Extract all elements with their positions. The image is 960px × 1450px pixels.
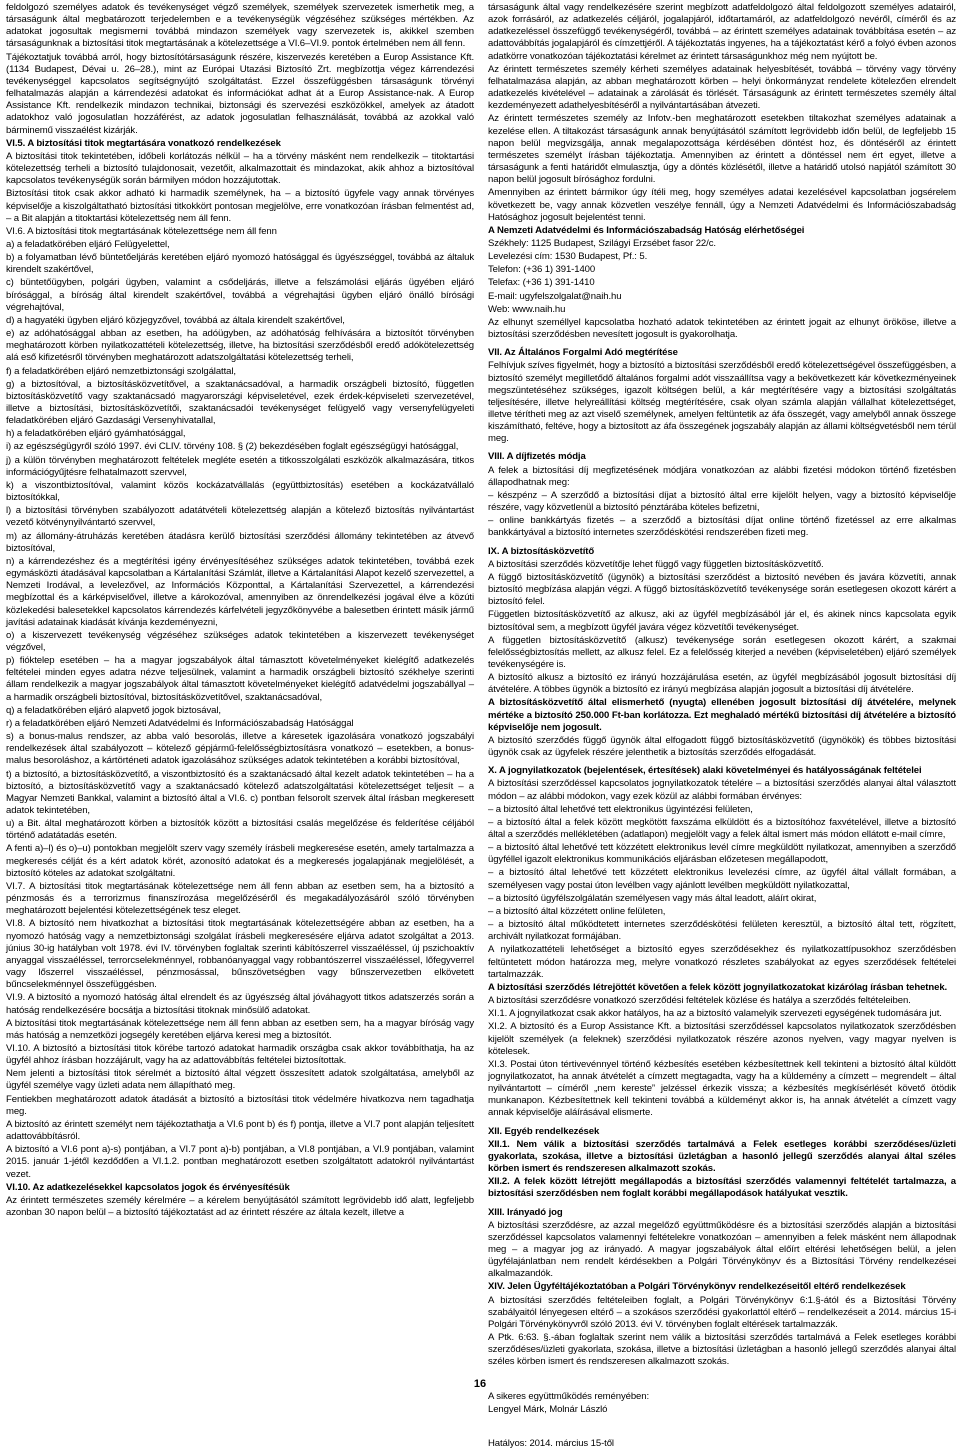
left-column-paragraph: i) az egészségügyről szóló 1997. évi CLIV. törvény 108. § (2) bekezdésében foglalt egészségügyi hatósággal, <box>6 441 459 453</box>
right-column-paragraph: A biztosításközvetítő által elismerhető (nyugta) ellenében jogosult biztosítási díj átvételére, melynek mértéke a biztosító 250.000 Ft-ban korlátozza. Ezt meghaladó mértékű biztosítási díj átvételére a biztosító képviselője nem jogosult. <box>488 697 956 733</box>
left-column-paragraph: j) a külön törvényben meghatározott feltételek megléte esetén a titkosszolgálati eszközök alkalmazására, titkos információgyűjtésre felhatalmazott szervvel, <box>6 454 474 478</box>
left-column-paragraph: A biztosító az érintett személyt nem tájékoztathatja a VI.6 pont b) és f) pontja, illetve a VI.7 pont alapján teljesített adattovábbításról. <box>6 1118 474 1143</box>
right-column-paragraph: XII.1. Nem válik a biztosítási szerződés tartalmává a Felek esetleges korábbi szerződéses/üzleti gyakorlata, szokása, illetve a biztosítási üzletágban a hasonló jellegű szerződés alanyai által széles körben ismert és rendszeresen alkalmazott szokás. <box>488 1138 956 1175</box>
right-column-paragraph: – a biztosító által a felek között megkötött faxszáma elküldött és a biztosítóhoz faxvételével, illetve a biztosító által a szerződés mellékletében (adatlapon) megjelölt vagy a felek által ismert más módon ellátott e-mail címre, <box>488 816 956 840</box>
left-column <box>6 2 474 1352</box>
right-column <box>488 2 956 1449</box>
left-column-paragraph: n) a kárrendezéshez és a megtérítési igény érvényesítéséhez szükséges adatok tekintetében, továbbá ezek egymásközti átadásával kapcsolatban a Kártalanítási Számlát, illetve a Kártalanítási Alapot kezelő szervezettel, a Nemzeti Irodával, a levelezővel, az Információs Központtal, a Kártalanítási Szervezettel, a kárrendezési megbízottal és a kárképviselővel, illetve a károkozóval, amennyiben az önrendelkezési jogával élve a közúti közlekedési balesetekkel kapcsolatos kárrendezés kárfelvételi jegyzőkönyvébe a balesetben érintett másik jármű javítási adatainak kiadását kívánja kezdeményezni, <box>6 555 474 628</box>
page-number: 16 <box>473 1378 487 1390</box>
right-column-paragraph: – a biztosító által közzétett online felületen, <box>488 905 666 917</box>
left-column-paragraph: l) a biztosítási törvényben szabályozott adatátvételi kötelezettség alapján a kötelező biztosítás nyilvántartást vezető kötvénynyilvántartó szervvel, <box>6 505 474 529</box>
right-column-paragraph: Lengyel Márk, Molnár László <box>488 1403 608 1415</box>
right-column-paragraph: VIII. A díjfizetés módja <box>488 451 586 463</box>
right-column-paragraph: A felek a biztosítási díj megfizetésének módjára vonatkozóan az alábbi fizetési módokon történő fizetésben állapodhatnak meg: <box>488 464 956 488</box>
right-column-paragraph: XIV. Jelen Ügyféltájékoztatóban a Polgári Törvénykönyv rendelkezéseitől eltérő rendelkezések <box>488 1281 906 1293</box>
right-column-paragraph: Az érintett természetes személy kérheti személyes adatainak helyesbítését, továbbá – törvény vagy törvény felhatalmazása alapján, az abban meghatározott körben – helyi önkormányzat rendelete kötelezően elrendelt adatkezelés kivételével – adatainak a zárolását és törlését. Társaságunk az érintett természetes személy által kezdeményezett adathelyesbítéséről a nyilvántartásában átvezeti. <box>488 63 956 112</box>
right-column-paragraph: XI.2. A biztosító és a Europ Assistance Kft. a biztosítási szerződéssel kapcsolatos nyilatkozatok szerződésben kijelölt személyek (a feleknek) szerződési nyilatkozatok részére azonos nyelven, vagy magyar nyelven is kötelesek. <box>488 1021 956 1057</box>
right-column-paragraph: A biztosítási szerződés közvetítője lehet függő vagy független biztosításközvetítő. <box>488 558 824 570</box>
right-column-paragraph: Hatályos: 2014. március 15-től <box>488 1437 614 1449</box>
left-column-paragraph: VI.9. A biztosító a nyomozó hatóság által elrendelt és az ügyészség által jóváhagyott titkos adatszerzés során a hatóság rendelkezésére bocsátja a biztosítási titoknak minősülő adatokat. <box>6 992 474 1016</box>
right-column-paragraph: – a biztosító által működtetett internetes szerződéskötési felületen keresztül, a biztosító által tett, rögzített, archivált nyilatkozat formájában. <box>488 919 956 943</box>
left-column-paragraph: e) az adóhatósággal abban az esetben, ha adóügyben, az adóhatóság felhívására a biztosítót törvényben meghatározott körben nyilatkozattételi kötelezettség, illetve, ha biztosítási szerződésből eredő adókötelezettség alá eső kifizetésről törvényben meghatározott adatszolgáltatási kötelezettség terheli, <box>6 328 474 364</box>
right-column-paragraph: A biztosítási szerződés feltételeiben foglalt, a Polgári Törvénykönyv 6:1.§-ától és a Biztosítási Törvény szabályaitól lényegesen eltérő – a szokásos szerződési gyakorlattól eltérő – rendelkezéseit a 2014. március 15-i Polgári Törvénykönyvről szóló 2013. évi V. törvényben foglalt eltérések tartalmazzák. <box>488 1294 956 1330</box>
left-column-paragraph: b) a folyamatban lévő büntetőeljárás keretében eljáró nyomozó hatósággal és ügyészséggel, továbbá az általuk kirendelt szakértővel, <box>6 252 474 276</box>
right-column-paragraph: E-mail: ugyfelszolgalat@naih.hu <box>488 290 622 302</box>
right-column-paragraph: Székhely: 1125 Budapest, Szilágyi Erzsébet fasor 22/c. <box>488 237 716 249</box>
right-column-paragraph: A függő biztosításközvetítő (ügynök) a biztosítási szerződést a biztosító nevében és javára közvetíti, annak biztosító megbízása alapján végzi. A függő biztosításközvetítő tevékenysége során esetlegesen okozott kárért a biztosító felel. <box>488 571 956 608</box>
left-column-paragraph: f) a feladatkörében eljáró nemzetbiztonsági szolgálattal, <box>6 365 236 377</box>
right-column-paragraph: A Ptk. 6:63. §.-ában foglaltak szerint nem válik a biztosítási szerződés tartalmává a Felek esetleges korábbi szerződéses/üzleti gyakorlata, szokása, illetve a biztosítási üzletágban a hasonló jellegű szerződés alanyai által széles körben ismert és rendszeresen alkalmazott szokás. <box>488 1332 956 1368</box>
right-column-paragraph: XI.3. Postai úton tértivevénnyel történő kézbesítés esetében kézbesítettnek kell tekinteni a biztosító által küldött jognyilatkozatot, ha annak átvételét a címzett megtagadta, vagy ha a küldemény a címzett – megrendelt – által nyilvántartott – címéről „nem kereste” jelzéssel érkezik vissza; a kézbesítés megkísérlését követő ötödik munkanapon. Kézbesítettnek kell tekinteni továbbá a küldeményt akkor is, ha annak átvételét a címzett vagy annak képviselője aláírásával elismerte. <box>488 1058 956 1119</box>
right-column-paragraph: A sikeres együttműködés reményében: <box>488 1390 650 1402</box>
right-column-paragraph: A nyilatkozattételi lehetőséget a biztosító egyes szerződésekhez és nyilatkozattípusokhoz szerződésben feltüntetett módon határozza meg, melyre vonatkozó részletes szabályokat az egyes szerződések feltételei tartalmazzák. <box>488 944 956 980</box>
left-column-paragraph: A fenti a)–l) és o)–u) pontokban megjelölt szerv vagy személy írásbeli megkeresése esetén, amely tartalmazza a megkeresés célját és a kért adatok körét, azonosító adatokat és a megkeresés jogalapjának megjelölését, a biztosító köteles az adatokat szolgáltatni. <box>6 843 474 879</box>
right-column-paragraph: A Nemzeti Adatvédelmi és Információszabadság Hatóság elérhetőségei <box>488 224 805 236</box>
right-column-paragraph: – a biztosító által lehetővé tett közzétett elektronikus levél címre megküldött nyilatkozat, amennyiben a szerződő ügyféllel igazolt elektronikus kommunikációs eljárásban előzetesen megállapodott, <box>488 842 956 866</box>
right-column-paragraph: XIII. Irányadó jog <box>488 1206 563 1218</box>
left-column-paragraph: k) a viszontbiztosítóval, valamint közös kockázatvállalás (együttbiztosítás) esetében a kockázatvállaló biztosítókkal, <box>6 479 474 504</box>
left-column-paragraph: Biztosítási titok csak akkor adható ki harmadik személynek, ha – a biztosító ügyfele vagy annak törvényes képviselője a kiszolgáltatható biztosítási titkokkört pontosan megjelölve, erre vonatkozóan írásban felmentést ad, – a Bit alapján a titoktartási kötelezettség nem áll fenn. <box>6 188 474 224</box>
left-column-paragraph: A biztosítási titok tekintetében, időbeli korlátozás nélkül – ha a törvény másként nem rendelkezik – titoktartási kötelezettség terheli a biztosító tulajdonosait, vezetőit, alkalmazottait és mindazokat, akik ahhoz a biztosítóval kapcsolatos tevékenységük során bármilyen módon hozzájutottak. <box>6 150 474 187</box>
right-column-paragraph: – a biztosító ügyfélszolgálatán személyesen vagy más által leadott, aláírt okirat, <box>488 892 817 904</box>
right-column-paragraph: XII.2. A felek között létrejött megállapodás a biztosítási szerződés valamennyi feltételét tartalmazza, a biztosítási szerződésben nem foglalt korábbi megállapodások hatályukat vesztik. <box>488 1176 956 1200</box>
left-column-paragraph: d) a hagyatéki ügyben eljáró közjegyzővel, továbbá az általa kirendelt szakértővel, <box>6 314 345 326</box>
left-column-paragraph: r) a feladatkörében eljáró Nemzeti Adatvédelmi és Információszabadság Hatósággal <box>6 717 354 729</box>
right-column-paragraph: VII. Az Általános Forgalmi Adó megtérítése <box>488 347 678 359</box>
left-column-paragraph: m) az állomány-átruházás keretében átadásra kerülő biztosítási szerződési állomány tekintetében az átvevő biztosítóval, <box>6 530 474 554</box>
left-column-paragraph: a) a feladatkörében eljáró Felügyelettel, <box>6 238 170 250</box>
left-column-paragraph: VI.10. Az adatkezelésekkel kapcsolatos jogok és érvényesítésük <box>6 1181 290 1193</box>
right-column-paragraph: A biztosítási szerződésre, az azzal megelőző együttműködésre és a biztosítási szerződés alapján a biztosítási szerződéssel kapcsolatos valamennyi feltételekre vonatkozóan – amennyiben a felek másként nem állapodnak meg – a magyar jog az irányadó. A magyar jogszabályok által előírt eltérési lehetőségen belül, a jelen ügyfélajánlatban nem rendelt kérdésekben a Polgári Törvénykönyv és a Biztosítási Törvény rendelkezései alkalmazandók. <box>488 1219 956 1280</box>
left-column-paragraph: s) a bonus-malus rendszer, az abba való besorolás, illetve a káresetek igazolására vonatkozó jogszabályi rendelkezések által szabályozott – kötelező gépjármű-felelősségbiztosításra vonatkozó – esetekben, a bonus-malus besoroláshoz, a kártörténeti adatok igazolásához szükséges adatok tekintetében a korábbi biztosítóval, <box>6 731 474 767</box>
right-column-paragraph: XI.1. A jognyilatkozat csak akkor hatályos, ha az a biztosító valamelyik szervezeti egységének tudomására jut. <box>488 1008 942 1020</box>
left-column-paragraph: Nem jelenti a biztosítási titok sérelmét a biztosító által végzett összesített adatok szolgáltatása, amelyből az ügyfél személye vagy üzleti adata nem állapítható meg. <box>6 1068 474 1092</box>
left-column-paragraph: A biztosítási titok megtartásának kötelezettsége nem áll fenn abban az esetben sem, ha a magyar bíróság vagy más hatóság a nemzetközi jogsegély keretében eljárva keresi meg a biztosítót. <box>6 1017 474 1041</box>
left-column-paragraph: Fentiekben meghatározott adatok átadását a biztosító a biztosítási titok védelmére hivatkozva nem tagadhatja meg. <box>6 1093 474 1117</box>
left-column-paragraph: A biztosító a VI.6 pont a)-s) pontjában, a VI.7 pont a)-b) pontjában, a VI.8 pontjában, a VI.9 pontjában, valamint 2015. január 1-jétől kezdődően a VI.1.2. pontban meghatározott esetben szolgáltatott adatokról nyilvántartást vezet. <box>6 1144 474 1180</box>
right-column-paragraph: X. A jognyilatkozatok (bejelentések, értesítések) alaki követelményei és hatályosságának feltételei <box>488 765 922 777</box>
right-column-paragraph: Amennyiben az érintett bármikor úgy ítéli meg, hogy személyes adatai kezelésével kapcsolatban jogsérelem következett be, vagy annak közvetlen veszélye fennáll, úgy a Nemzeti Adatvédelmi és Információszabadság Hatósághoz jogosult bejelentést tenni. <box>488 187 956 223</box>
right-column-paragraph: Web: www.naih.hu <box>488 303 566 315</box>
right-column-paragraph: Telefon: (+36 1) 391-1400 <box>488 264 596 276</box>
left-column-paragraph: VI.5. A biztosítási titok megtartására vonatkozó rendelkezések <box>6 137 281 149</box>
right-column-paragraph: XII. Egyéb rendelkezések <box>488 1125 600 1137</box>
right-column-paragraph: A biztosítási szerződés létrejöttét követően a felek között jognyilatkozatokat kizárólag írásban tehetnek. <box>488 981 948 993</box>
right-column-paragraph: – a biztosító által lehetővé tett közzétett elektronikus levelezési címre, az ügyfél által vállalt formában, a személyesen vagy postai úton levélben vagy ajánlott levélben megküldött nyilatkozattal, <box>488 867 956 891</box>
right-column-paragraph: Az érintett természetes személy az Infotv.-ben meghatározott esetekben tiltakozhat személyes adatainak a kezelése ellen. A tiltakozást társaságunk annak benyújtásától számított legrövidebb időn belül, de legfeljebb 15 napon belül megvizsgálja, annak megalapozottsága kérdésében döntést hoz, és döntéséről az érintett természetes személyt írásban tájékoztatja. Amennyiben az érintett a döntéssel nem ért egyet, illetve a társaságunk a fenti határidőt elmulasztja, úgy a döntés közlésétől, illetve a határidő utolsó napjától számított 30 napon belül jogosult bírósághoz fordulni. <box>488 113 956 186</box>
left-column-paragraph: c) büntetőügyben, polgári ügyben, valamint a csődeljárás, illetve a felszámolási eljárás ügyében eljáró bírósággal, a bíróság által kirendelt szakértővel, továbbá a végrehajtási ügyben eljáró önálló bírósági végrehajtóval, <box>6 277 474 313</box>
left-column-paragraph: o) a kiszervezett tevékenység végzéséhez szükséges adatok tekintetében a kiszervezett tevékenységet végzővel, <box>6 629 474 653</box>
right-column-paragraph: A biztosító alkusz a biztosító ez irányú hozzájárulása esetén, az ügyfél megbízásából jogosult biztosítási díj átvételére. A többes ügynök a biztosító ez irányú megbízása alapján jogosult a biztosítási díj átvételére. <box>488 672 956 696</box>
right-column-paragraph: Levelezési cím: 1530 Budapest, Pf.: 5. <box>488 251 648 263</box>
left-column-paragraph: VI.8. A biztosító nem hivatkozhat a biztosítási titok megtartásának kötelezettségére abban az esetben, ha a nyomozó hatóság vagy a nemzetbiztonsági szolgálat írásbeli megkeresésére eljárva adatot szolgáltat a 2013. június 30-ig hatályban volt 1978. évi IV. törvényben foglaltak szerinti kábítószerrel visszaéléssel, új pszichoaktív anyaggal visszaéléssel, terrorcselekménnyel, robbanóanyaggal vagy robbantószerrel visszaéléssel, lőfegyverrel vagy lőszerrel visszaéléssel, pénzmosással, bűnszövetségben vagy bűnszervezetben elkövetett bűncselekménnyel összefüggésben. <box>6 918 474 991</box>
right-column-paragraph: A biztosítási szerződésre vonatkozó szerződési feltételek közlése és hatálya a szerződés feltételeiben. <box>488 995 911 1007</box>
right-column-paragraph: – készpénz – A szerződő a biztosítási díjat a biztosító által erre kijelölt helyen, vagy a biztosító képviselője részére, vagy közvetlenül a biztosító pénztárába köteles befizetni, <box>488 489 956 514</box>
right-column-paragraph: Felhívjuk szíves figyelmét, hogy a biztosító a biztosítási szerződésből eredő kötelezettségével összefüggésben, a biztosító személyt megilletődő általános forgalmi adót visszaállítsa vagy a bekövetkezett kár következményeinek megszüntetéséhez szükséges, igazolt költségen belül, a kár megtérítésére vagy a biztosítási szolgáltatás teljesítésére, illetve helyreállítási költség megtérítésére, csak olyan számla alapján vállalhat kötelezettséget, illetve térítheti meg az azt viselő személynek, amelyen feltüntetik az áfa összegét, vagy amelyből annak összege kiszámítható, feltéve, hogy a biztosított az áfa összegének jogszabály alapján az állami költségvetésből nem térül meg. <box>488 360 956 445</box>
right-column-paragraph: társaságunk által vagy rendelkezésére szerint megbízott adatfeldolgozó által feldolgozott személyes adatairól, azok forrásáról, az adatkezelés céljáról, jogalapjáról, időtartamáról, az adatfeldolgozó nevéről, címéről és az adatkezeléssel összefüggő tevékenységéről, továbbá – az érintett személyes adatainak továbbítása esetén – az adattovábbítás jogalapjáról és címzettjéről. A tájékoztatás ingyenes, ha a tájékoztatást kérő a folyó évben azonos adatkörre vonatkozóan tájékoztatási kérelmet az érintett társaságunkhoz még nem nyújtott be. <box>488 2 956 62</box>
left-column-paragraph: u) a Bit. által meghatározott körben a biztosítók között a biztosítási csalás megelőzése és felderítése céljából történő adatátadás esetén. <box>6 818 474 842</box>
left-column-paragraph: VI.10. A biztosító a biztosítási titok körébe tartozó adatokat harmadik országba csak akkor továbbíthatja, ha az ügyfél ahhoz írásban hozzájárult, vagy ha az adattovábbítás feltételei biztosítottak. <box>6 1042 474 1067</box>
left-column-paragraph: feldolgozó személyes adatok és tevékenységet végző személyek, személyek szervezetek ismerhetik meg, a társaságunk által megbatározott terjedelemben e a tevékenységük végzéséhez szükséges mértékben. Az adatokat jogosultak megismerni továbbá mindazon személyek vagy szervezetek is, akikkel szemben társaságunknak a biztosítási titok megtartásának a kötelezettsége a VI.6–VI.9. pontok értelmében nem áll fenn. <box>6 2 474 50</box>
right-column-paragraph: – a biztosító által lehetővé tett elektronikus ügyintézési felületen, <box>488 803 753 815</box>
right-column-paragraph: A biztosító szerződés függő ügynök által elfogadott függő biztosításközvetítő (ügynökök) és többes biztosítási ügynök csak az ügyfelek részére jelenthetik a biztosítás szerződés elfogadását. <box>488 734 956 759</box>
left-column-paragraph: g) a biztosítóval, a biztosításközvetítővel, a szaktanácsadóval, a harmadik országbeli biztosító, független biztosításközvetítő vagy szaktanácsadó magyarországi képviseletével, ezek érdek-képviseleti szervezetével, illetve a biztosítási, biztosításközvetítői, szaktanácsadói tevékenységet felügyelő vagy versenyfelügyeleti feladatkörében eljáró Gazdasági Versenyhivatallal, <box>6 378 474 427</box>
right-column-paragraph: A független biztosításközvetítő (alkusz) tevékenysége során esetlegesen okozott kárért, a szakmai felelősségbiztosítás mellett, az alkusz felel. Ez a felelősség kiterjed a nevében (képviseletében) eljáró személyek tevékenységére is. <box>488 634 956 670</box>
left-column-paragraph: h) a feladatkörében eljáró gyámhatósággal, <box>6 428 186 440</box>
right-column-paragraph: Független biztosításközvetítő az alkusz, aki az ügyfél megbízásából jár el, és akinek nincs kapcsolata egyik biztosítóval sem, a megbízott ügyfél javára végez közvetítői tevékenységet. <box>488 609 956 633</box>
left-column-paragraph: VI.6. A biztosítási titok megtartásának kötelezettsége nem áll fenn <box>6 225 277 237</box>
left-column-paragraph: Az érintett természetes személy kérelmére – a kérelem benyújtásától számított legrövidebb idő alatt, legfeljebb azonban 30 napon belül – a biztosító tájékoztatást ad az érintett részére az általa kezelt, illetve a <box>6 1194 474 1218</box>
right-column-paragraph: – online bankkártyás fizetés – a szerződő a biztosítási díjat online történő fizetéssel az erre alkalmas bankkártyával a biztosító internetes szerződéskötési rendszerében fizeti meg. <box>488 515 956 539</box>
left-column-paragraph: Tájékoztatjuk továbbá arról, hogy biztosítótársaságunk részére, kiszervezés keretében a Europ Assistance Kft. (1134 Budapest, Dévai u. 26–28.), mint az Európai Utazási Biztosító Zrt. megbízottja végez kárrendezési tevékenységgel kapcsolatos segítségnyújtó szolgáltatást. Ezzel összefüggésben társaságunk törvényi felhatalmazás alapján a kárrendezési adatokat és információkat adhat át a Europ Assistance-nak. A Europ Assistance Kft. rendelkezik mindazon technikai, biztonsági és szervezési eszközökkel, amelyek az átadott adatokhoz való jogosulatlan hozzáférést, az adatok jogosulatlan felhasználását, továbbá az azokkal való bárminemű visszaélést kizárják. <box>6 51 474 136</box>
left-column-paragraph: t) a biztosító, a biztosításközvetítő, a viszontbiztosító és a szaktanácsadó által kezelt adatok tekintetében – ha a biztosító, a biztosításközvetítő vagy a szaktanácsadó kötelező adatszolgáltatási kötelezettséget teljesít – a Magyar Nemzeti Bankkal, valamint a biztosító által a VI.6. c) pontban felsorolt szervek által írásban megkeresett adatok tekintetében, <box>6 768 474 816</box>
left-column-paragraph: q) a feladatkörében eljáró alapvető jogok biztosával, <box>6 704 221 716</box>
right-column-paragraph: IX. A biztosításközvetítő <box>488 545 595 557</box>
left-column-paragraph: p) fióktelep esetében – ha a magyar jogszabályok által támasztott követelményeket kielégítő adatkezelés feltételei minden egyes adatra nézve teljesülnek, valamint a harmadik országbeli biztosító székhelye szerinti állam rendelkezik a magyar jogszabályok által támasztott követelményeket kielégítő adatvédelmi jogszabállyal – a harmadik országbeli biztosítóval, biztosításközvetítővel, szaktanácsadóval, <box>6 655 474 703</box>
right-column-paragraph: Az elhunyt személlyel kapcsolatba hozható adatok tekintetében az érintett jogait az elhunyt örököse, illetve a biztosítási szerződésben nevesített jogosult is gyakorolhatja. <box>488 316 956 341</box>
right-column-paragraph: Telefax: (+36 1) 391-1410 <box>488 277 595 289</box>
right-column-paragraph: A biztosítási szerződéssel kapcsolatos jognyilatkozatok tételére – a biztosítási szerződés alanyai által választott módon – az alábbi módokon, vagy ezek közül az alábbi formában érvényes: <box>488 778 956 802</box>
left-column-paragraph: VI.7. A biztosítási titok megtartásának kötelezettsége nem áll fenn abban az esetben sem, ha a biztosító a pénzmosás és a terrorizmus finanszírozása megelőzéséről és megakadályozásáról szóló törvényben meghatározott bejelentési kötelezettségének tesz eleget. <box>6 880 474 917</box>
